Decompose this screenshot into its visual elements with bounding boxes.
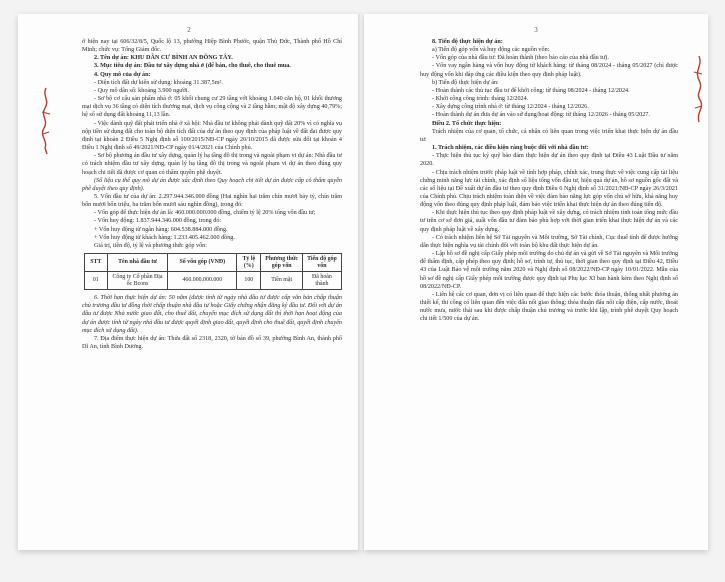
- para-population: - Quy mô dân số: khoảng 3.900 người.: [94, 87, 190, 94]
- para-land-area: - Diện tích đất dự kiến sử dụng: khoảng 31.387,5m².: [94, 79, 223, 86]
- table-cell: Công ty Cổ phần Địa ốc Bcons: [107, 272, 168, 290]
- red-signature-mark: [38, 86, 54, 156]
- heading-project-goal: 3. Mục tiêu dự án: Đầu tư xây dựng nhà ở (để bán, cho thuê, cho thuê mua.: [94, 63, 291, 70]
- para-infrastructure: - Sơ bộ phương án đầu tư xây dựng, quản lý hạ tầng đô thị trong và ngoài phạm vi dự án: Nhà đầu tư có trách nhiệm đầu tư xây dựng, quản lý hạ tầng đô thị trong và ngoài phạm vi dự án theo đúng quy hoạch chi tiết đã được cơ quan có thẩm quyền phê duyệt.: [82, 153, 342, 176]
- para-responsibilities-intro: Trách nhiệm của cơ quan, tổ chức, cá nhân có liên quan trong việc triển khai thực hiện dự án đầu tư:: [420, 128, 678, 143]
- para-capital-method: Giá trị, tiền độ, tỷ lệ và phương thức góp vốn:: [94, 242, 207, 249]
- para-mobilized-capital: - Vốn huy động: 1.837.944.346.000 đồng, trong đó:: [94, 218, 222, 225]
- para-deposit: - Thực hiện thủ tục ký quỹ bảo đảm thực hiện dự án theo quy định tại Điều 43 Luật Đầu tư năm 2020.: [420, 153, 678, 168]
- para-total-investment: - Khi thực hiện thủ tục theo quy định pháp luật về xây dựng, có trách nhiệm tính toán tổng mức đầu tư trên cơ sở đơn giá, suất vốn đầu tư đảm bảo phù hợp với thời gian triển khai thực hiện dự án và các quy định pháp luật về xây dựng.: [420, 210, 678, 233]
- heading-project-name: 2. Tên dự án: KHU DÂN CƯ BÌNH AN ĐÔNG TÂY.: [94, 55, 233, 62]
- para-customer-capital: + Vốn huy động từ khách hàng: 1.233.405.462.000 đồng.: [94, 234, 235, 241]
- para-duration-text: 6. Thời hạn thực hiện dự án: 50 năm (được tính từ ngày nhà đầu tư được cấp văn bản chấp thuận chủ trương đầu tư đồng thời chấp thuận nhà đầu tư hoặc Giấy chứng nhận đăng ký đầu tư. Đối với dự án đầu tư được Nhà nước giao đất, cho thuê đất, chuyển mục đích sử dụng đất thì thời hạn hoạt động của dự án được tính từ ngày nhà đầu tư được quyết định giao đất, quyết định cho thuê đất, quyết định chuyển mục đích sử dụng đất).: [82, 295, 342, 334]
- para-contributed-done: - Vốn góp của nhà đầu tư: Đã hoàn thành (theo báo cáo của nhà đầu tư).: [432, 55, 609, 62]
- table-cell: 01: [85, 272, 108, 290]
- heading-project-scale: 4. Quy mô của dự án:: [94, 71, 151, 78]
- heading-schedule: 8. Tiến độ thực hiện dự án:: [432, 39, 503, 45]
- table-header-row: [85, 254, 342, 272]
- para-bank-capital: + Vốn huy động từ ngân hàng: 604.538.884.000 đồng.: [94, 226, 228, 233]
- table-header: Phương thức góp vốn: [261, 254, 302, 272]
- para-social-housing: - Việc dành quỹ đất phát triển nhà ở xã hội: Nhà đầu tư không phải dành quỹ đất 20% vì có nghĩa vụ nộp tiền sử dụng đất cho toàn bộ diện tích đất của dự án theo quy định của pháp luật về đất đai được quy định tại khoản 2 Điều 5 Nghị định số 100/2015/NĐ-CP ngày 20/10/2015 đã được sửa đổi tại khoản 4 Điều 1 Nghị định số 49/2021/NĐ-CP ngày 01/4/2021 của Chính phủ.: [82, 120, 342, 152]
- para-note: (Số liệu cụ thể quy mô dự án được xác định theo Quy hoạch chi tiết dự án được cấp có thẩm quyền phê duyệt theo quy định).: [82, 177, 342, 192]
- table-header: Tiến độ góp vốn: [302, 254, 341, 272]
- table-header: Số vốn góp (VNĐ): [168, 254, 237, 272]
- para-address: ở hiện nay tại 606/32/8/5, Quốc lộ 13, phường Hiệp Bình Phước, quận Thủ Đức, Thành phố Hồ Chí Minh; chức vụ: Tổng Giám đốc.: [82, 39, 342, 54]
- red-signature-mark: [690, 54, 706, 124]
- para-legal-responsibility: - Chịu trách nhiệm trước pháp luật về tính hợp pháp, chính xác, trung thực về việc cung cấp tài liệu chứng minh năng lực tài chính, xác định số liệu tổng vốn đầu tư, hiệu quả dự án, hồ sơ nguồn gốc đất và các số liệu tại Đề xuất dự án đầu tư theo quy định Điều 6 Nghị định số 31/2021/NĐ-CP ngày 26/3/2021 của Chính phủ. Chịu trách nhiệm toàn diện về việc đảm bảo năng lực góp vốn chủ sở hữu, khả năng huy động vốn theo đúng quy định pháp luật, đảm bảo việc triển khai thực hiện dự án theo đúng tiến độ.: [420, 169, 678, 209]
- page-left: [18, 14, 360, 550]
- table-header: STT: [85, 254, 108, 272]
- para-environment-permit: - Lập hồ sơ đề nghị cấp Giấy phép môi trường do chủ dự án và gửi về Sở Tài nguyên và Môi trường để thẩm định, cấp phép theo quy định; hồ sơ, trình tự, thủ tục, thời gian theo quy định tại Điều 42, Điều 43 của Luật Bảo vệ môi trường năm 2020 và Nghị định số 08/2022/NĐ-CP ngày 10/01/2022. Mẫu của hồ sơ đề nghị cấp Giấy phép môi trường được quy định tại Phụ lục XI ban hành kèm theo Nghị định số 08/2022/NĐ-CP.: [420, 251, 679, 290]
- para-contributed-capital: - Vốn góp để thực hiện dự án là: 460.000.000.000 đồng, chiếm tỷ lệ 20% tổng vốn đầu tư;: [94, 210, 316, 217]
- document-spread: [18, 14, 708, 554]
- page-number: 3: [534, 26, 538, 34]
- page-left-text: [82, 38, 342, 351]
- para-completion: - Hoàn thành dự án đưa dự án vào sử dụng/hoạt động: từ tháng 12/2026 - tháng 05/2027.: [432, 112, 650, 119]
- page-right: [364, 14, 708, 550]
- page-right-text: [420, 38, 678, 323]
- para-groundbreaking: - Khởi công công trình: tháng 12/2024.: [432, 96, 529, 103]
- table-cell: 460.000.000.000: [168, 272, 237, 290]
- table-cell: Tiền mặt: [261, 272, 302, 290]
- para-procedures: - Hoàn thành các thủ tục đầu tư để khởi công: từ tháng 08/2024 - tháng 12/2024.: [432, 87, 630, 94]
- para-investment-capital: 5. Vốn đầu tư của dự án: 2.297.944.346.000 đồng (Hai nghìn hai trăm chín mươi bảy tỷ, chín trăm bốn mươi bốn triệu, ba trăm bốn mươi sáu nghìn đồng), trong đó:: [82, 193, 342, 209]
- para-construction: - Xây dựng công trình nhà ở: từ tháng 12/2024 - tháng 12/2026.: [432, 104, 589, 111]
- para-loan-schedule: - Vốn vay ngân hàng và vốn huy động từ khách hàng: từ tháng 08/2024 - tháng 05/2027 (chỉ được huy động vốn khi đáp ứng các điều kiện theo quy định pháp luật).: [420, 63, 678, 78]
- table-header: Tên nhà đầu tư: [107, 254, 168, 272]
- para-implementation-schedule: b) Tiến độ thực hiện dự án:: [432, 79, 499, 86]
- table-row: [85, 272, 342, 290]
- heading-investor-obligations: 1. Trách nhiệm, các điều kiện ràng buộc đối với nhà đầu tư:: [432, 145, 589, 152]
- para-location: 7. Địa điểm thực hiện dự án: Thửa đất số 2318, 2320, tờ bản đồ số 39, phường Bình An, thành phố Dĩ An, tỉnh Bình Dương.: [82, 335, 342, 350]
- capital-table: [84, 253, 342, 290]
- table-cell: 100: [237, 272, 261, 290]
- heading-article-2: Điều 2. Tổ chức thực hiện:: [432, 120, 502, 127]
- para-duration: [82, 294, 342, 335]
- table-cell: Đã hoàn thành: [302, 272, 341, 290]
- page-number: 2: [187, 26, 191, 34]
- para-capital-schedule: a) Tiến độ góp vốn và huy động các nguồn vốn:: [432, 47, 550, 54]
- para-connections: - Liên hệ các cơ quan, đơn vị có liên quan để thực hiện các bước thỏa thuận, thống nhất phương án thiết kế, thi công có liên quan đến việc đấu nối giao thông; thỏa thuận đấu nối cấp điện, cấp nước, thoát nước mưa, nước thải sau khi được chấp thuận chủ trương và trước khi lập, trình phê duyệt Quy hoạch chi tiết 1/500 của dự án.: [420, 291, 678, 323]
- para-financial-obligation: - Có trách nhiệm liên hệ Sở Tài nguyên và Môi trường, Sở Tài chính, Cục thuế tỉnh để được hướng dẫn thực hiện nghĩa vụ tài chính đối với toàn bộ khu đất thực hiện dự án.: [420, 234, 678, 249]
- para-product-structure: - Sơ bộ cơ cấu sản phẩm nhà ở: 05 khối chung cư 29 tầng với khoảng 1.040 căn hộ, 01 khối thương mại dịch vụ 36 tầng có diện tích thương mại, dịch vụ công cộng và 2 tầng hầm; mật độ xây dựng 40,79%; hệ số sử dụng đất khoảng 11,13 lần.: [82, 96, 342, 119]
- table-header: Tỷ lệ (%): [237, 254, 261, 272]
